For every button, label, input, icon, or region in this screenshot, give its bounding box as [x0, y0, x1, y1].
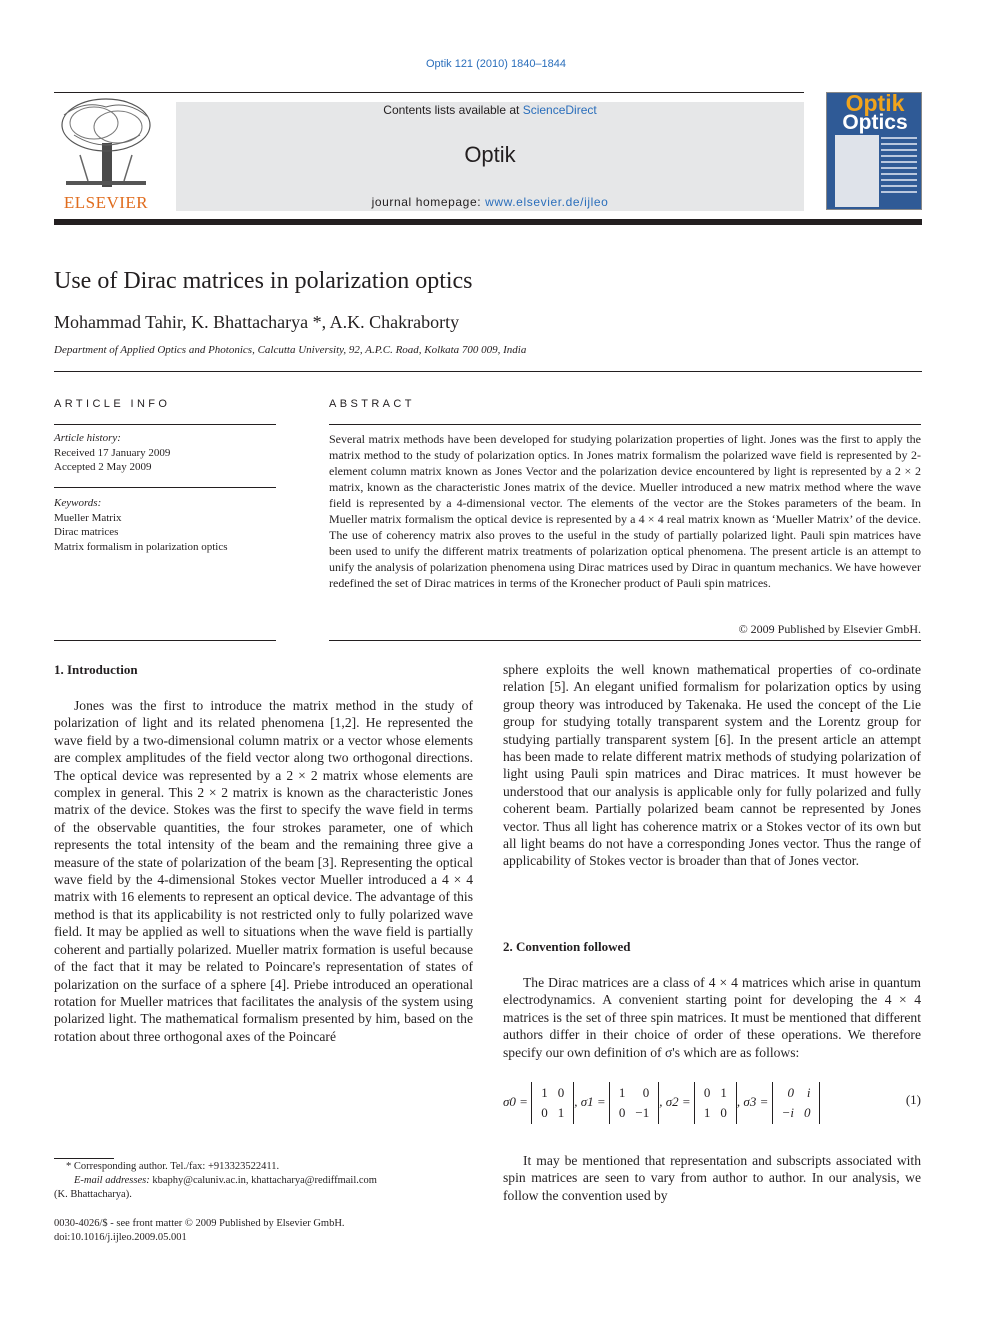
abstract-copyright: © 2009 Published by Elsevier GmbH. — [738, 622, 921, 636]
convention-continued: It may be mentioned that representation and subscripts associated with spin matrices are seen to vary from author to author. In our analysis, we follow the convention used by — [503, 1153, 921, 1203]
email-owner: (K. Bhattacharya). — [54, 1189, 132, 1200]
journal-cover-thumbnail[interactable] — [826, 92, 922, 210]
equation-body — [503, 1082, 820, 1124]
article-info-divider-mid — [54, 487, 276, 488]
keyword-item: Mueller Matrix — [54, 511, 122, 524]
sciencedirect-link[interactable]: ScienceDirect — [522, 103, 597, 117]
tree-icon — [54, 95, 158, 191]
accepted-date: Accepted 2 May 2009 — [54, 461, 152, 473]
keywords-label: Keywords: — [54, 497, 102, 509]
sigma-3-label: , σ3 = — [736, 1093, 769, 1109]
introduction-continued: sphere exploits the well known mathematical properties of co-ordinate relation [5]. An elegant unified formalism for polarization optics by using group theory was introduced by Takenaka. He used the concept of the Lie group for studying totally transparent system and the Lorentz group for studying partially transparent system [6]. In the present article an attempt has been made to relate different matrix methods of studying polarization of light using Pauli spin matrices and Dirac matrices. It must however be understood that our analysis is applicable only for fully polarized and fully coherent beam. Partially polarized beam cannot be represented by Jones vector. Thus all light has coherence matrix or a Stokes vector of its own but all light beams do not have a corresponding Jones vector. Thus the range of applicability of Stokes vector is broader than that of Jones vector. — [503, 662, 921, 869]
abstract-heading: ABSTRACT — [329, 398, 415, 410]
article-info-divider-top — [54, 424, 276, 425]
cover-title-optik: Optik — [845, 92, 905, 116]
equation-1 — [503, 1082, 921, 1122]
cover-title — [827, 93, 922, 133]
elsevier-logo[interactable] — [54, 95, 158, 213]
email-line — [54, 1174, 473, 1188]
header-thick-rule — [54, 219, 922, 225]
contents-line — [176, 103, 804, 117]
keyword-item: Dirac matrices — [54, 526, 119, 538]
matrix-sigma-0: 1 0 0 1 — [531, 1082, 574, 1124]
journal-name: Optik — [464, 142, 516, 167]
cover-contents-panel — [835, 135, 879, 207]
article-history — [54, 431, 276, 475]
section-heading-convention: 2. Convention followed — [503, 939, 631, 954]
journal-citation[interactable]: Optik 121 (2010) 1840–1844 — [425, 58, 567, 70]
sigma-1-label: , σ1 = — [574, 1093, 606, 1109]
cover-text-lines — [881, 137, 917, 197]
email-label: E-mail addresses: — [74, 1175, 150, 1186]
introduction-paragraph: Jones was the first to introduce the matrix method in the study of polarization of light and its related phenomena [1,2]. He represented the wave field by a two-dimensional column matrix or a vector whose elements are complex amplitudes of the field vector along two orthogonal directions. The optical device was represented by a 2 × 2 matrix whose elements are complex in general. This 2 × 2 matrix is known as the characteristic Jones matrix of the device. Stokes was the first to specify the wave field in terms of the observable quantities, the four strokes parameter, one of which represents the total intensity of the beam and the remaining three give a measure of the state of polarization of the beam [3]. Representing the optical wave field by the 4-dimensional Stokes vector Mueller introduced a 4 × 4 matrix with 16 elements to represent an optical device. The advantage of this method is that its applicability is not restricted only to fully polarized wave field. It may be applied as well to situations when the wave field is partially coherent and partially polarized. Mueller matrix formation is useful because of the fact that it may be related to Poincare's representation of states of polarization on the surface of a sphere [4]. Priebe introduced an operational rotation for Mueller matrices that facilitates the analysis of the system using polarized light. The mathematical formalism presented by him, based on the rotation about three orthogonal axes of the Poincaré — [54, 698, 473, 1044]
matrix-sigma-2: 0 1 1 0 — [694, 1082, 737, 1124]
keywords-block — [54, 496, 276, 554]
affiliation: Department of Applied Optics and Photonics, Calcutta University, 92, A.P.C. Road, Kolkata 700 009, India — [54, 344, 527, 356]
contents-prefix: Contents lists available at — [383, 103, 523, 117]
sigma-2-label: , σ2 = — [659, 1093, 691, 1109]
doi-line[interactable]: doi:10.1016/j.ijleo.2009.05.001 — [54, 1232, 187, 1243]
convention-paragraph: The Dirac matrices are a class of 4 × 4 matrices which arise in quantum electrodynamics. A convenient starting point for developing the 4 × 4 matrices is the set of three spin matrices. It must be mentioned that different authors differ in their choice of order of these operations. We therefore specify our own definition of σ's which are as follows: — [503, 975, 921, 1060]
corresponding-author: * Corresponding author. Tel./fax: +913323522411. — [66, 1161, 280, 1172]
sigma-0-label: σ0 = — [503, 1093, 528, 1109]
keyword-item: Matrix formalism in polarization optics — [54, 540, 228, 553]
section-heading-introduction: 1. Introduction — [54, 662, 138, 677]
homepage-line — [176, 195, 804, 209]
matrix-sigma-3: 0 i −i 0 — [772, 1082, 821, 1124]
matrix-sigma-1: 1 0 0 −1 — [609, 1082, 659, 1124]
title-divider — [54, 371, 922, 372]
article-title: Use of Dirac matrices in polarization optics — [54, 268, 473, 294]
footnote — [54, 1160, 473, 1202]
issn-line: 0030-4026/$ - see front matter © 2009 Published by Elsevier GmbH. — [54, 1218, 345, 1229]
abstract-divider-bottom — [329, 640, 921, 641]
history-label: Article history: — [54, 432, 121, 444]
article-info-divider-bottom — [54, 640, 276, 641]
cover-title-optics: Optics — [842, 111, 908, 134]
header-divider — [54, 92, 804, 93]
publisher-name: ELSEVIER — [63, 193, 149, 212]
issn-doi-block — [54, 1217, 345, 1245]
author-list: Mohammad Tahir, K. Bhattacharya *, A.K. Chakraborty — [54, 312, 460, 332]
received-date: Received 17 January 2009 — [54, 446, 171, 459]
homepage-link[interactable]: www.elsevier.de/ijleo — [485, 195, 609, 209]
abstract-divider-top — [329, 424, 921, 425]
footnote-rule — [54, 1158, 114, 1159]
article-info-heading: ARTICLE INFO — [54, 398, 171, 410]
email-addresses[interactable]: kbaphy@caluniv.ac.in, khattacharya@rediffmail.com — [149, 1175, 377, 1186]
equation-number: (1) — [905, 1092, 921, 1107]
homepage-prefix: journal homepage: — [371, 195, 486, 209]
abstract-text: Several matrix methods have been developed for studying polarization properties of light. Jones was the first to apply the matrix method to the study of polarization optics. In Jones matrix formalism the polarized wave field is represented by 2-element column matrix known as Jones Vector and the polarization device encountered by light is represented by a 2 × 2 matrix, known as the characteristic Jones matrix of the device. Mueller introduced a new matrix method where the wave field is represented by a 4-dimensional vector. The elements of the vector are the Stokes parameters of the beam. In Mueller matrix formalism the optical device is represented by a 4 × 4 real matrix known as ‘Mueller Matrix’ of the device. The use of coherency matrix also proves to the useful in the study of partially polarized light. Pauli spin matrices have been used to unify the different matrix treatments of polarization optical phenomena. The present article is an attempt to unify the analysis of polarization phenomena using Dirac matrices used by Dirac in quantum mechanics. We have however redefined the set of Dirac matrices in terms of the Kronecher product of Pauli spin matrices. — [329, 432, 921, 590]
